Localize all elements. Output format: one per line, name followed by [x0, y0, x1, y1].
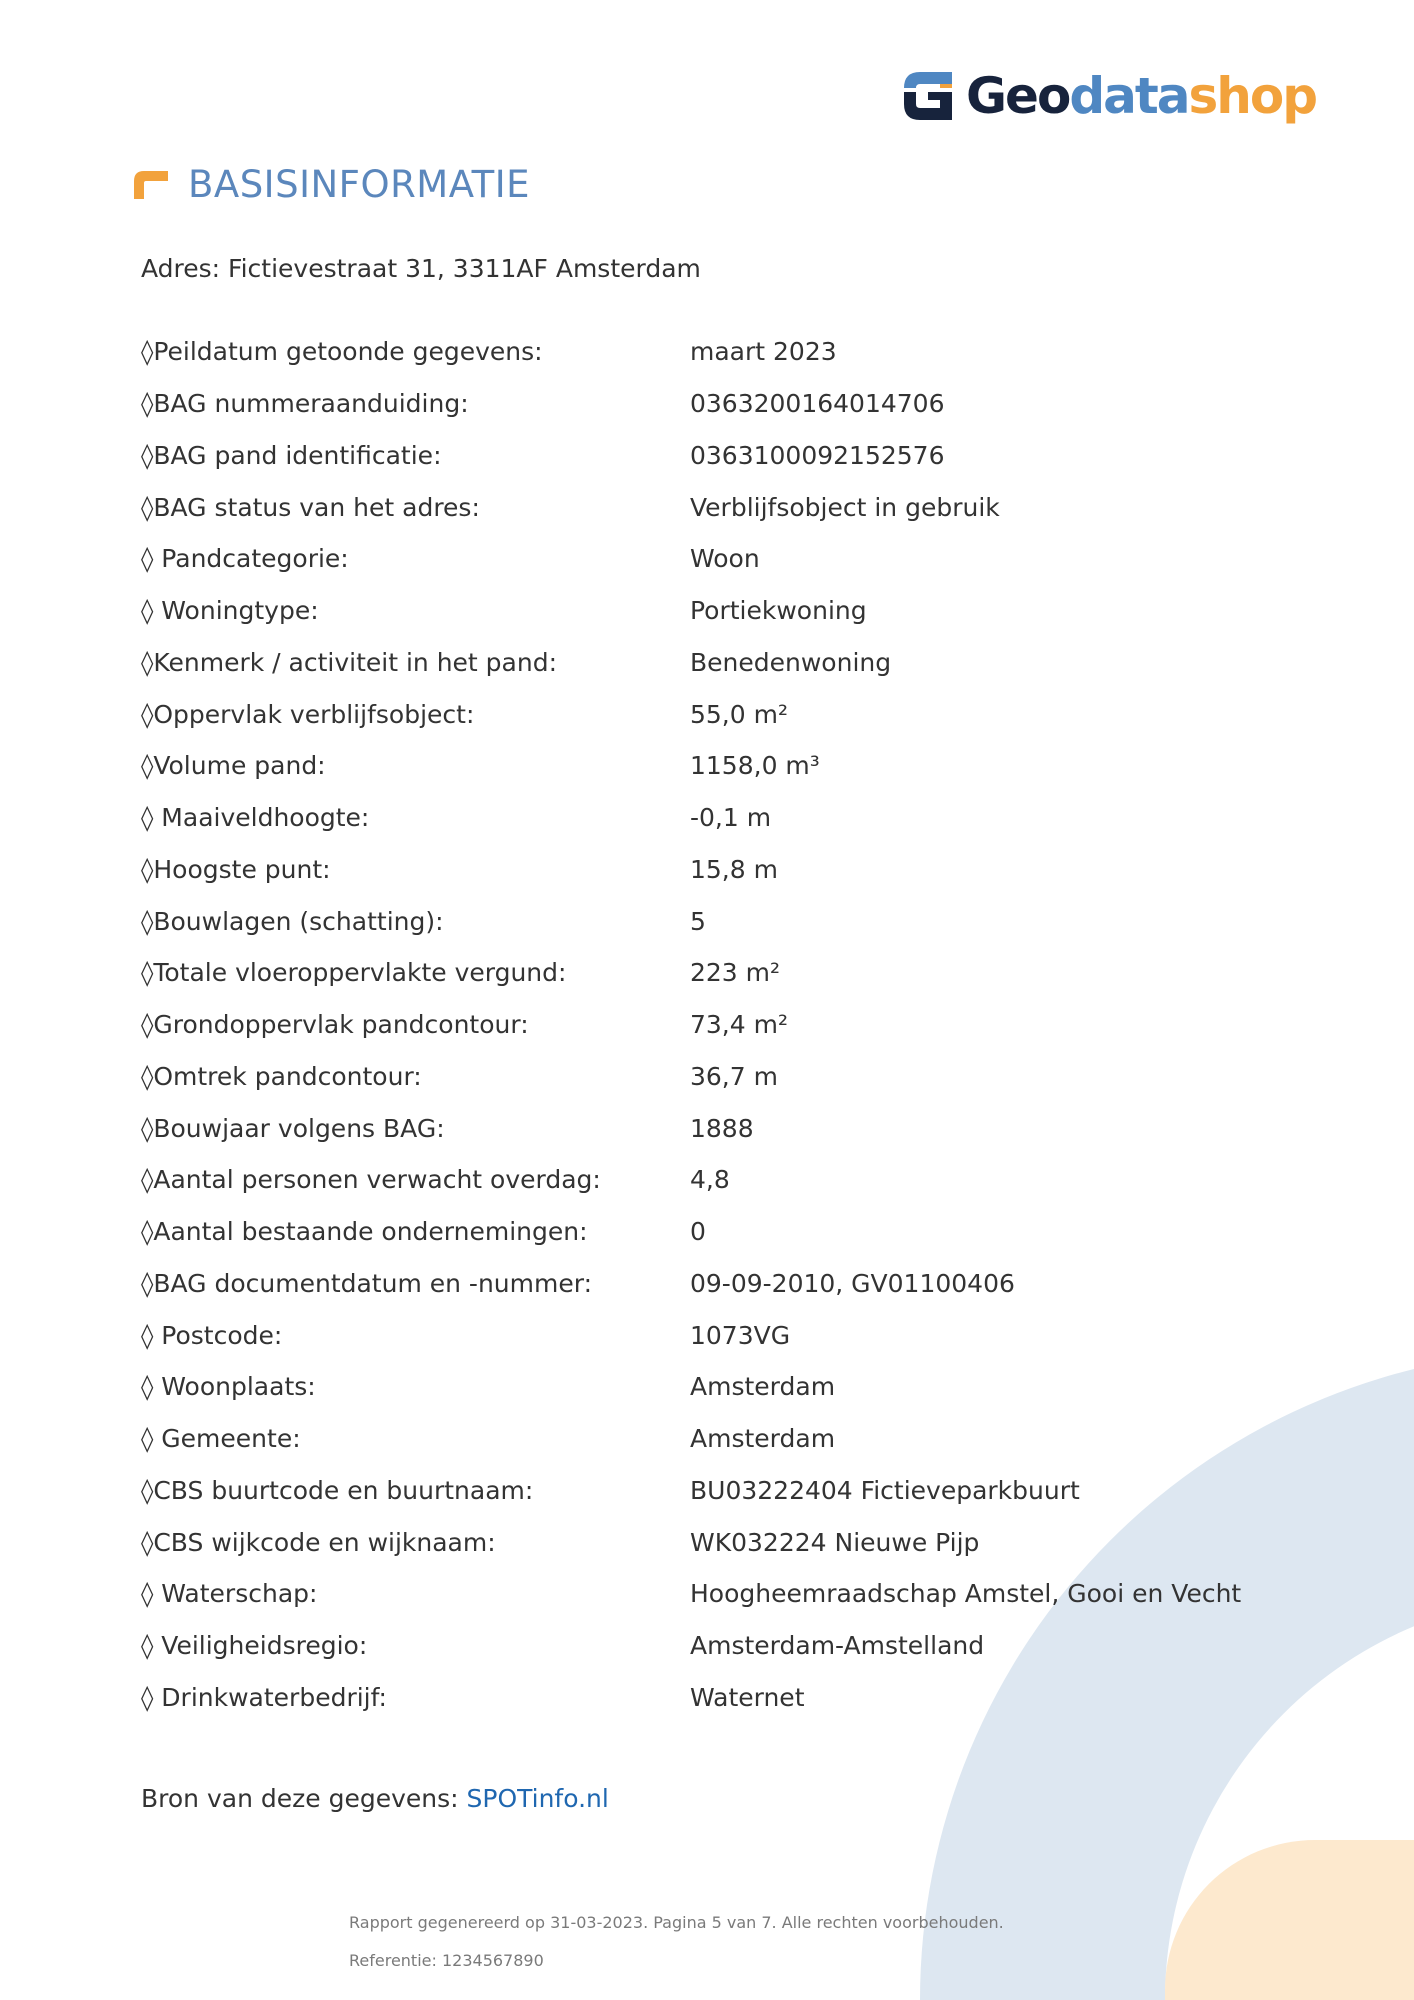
info-value: -0,1 m	[690, 803, 772, 833]
info-value: Benedenwoning	[690, 647, 892, 677]
info-value: Amsterdam	[690, 1372, 836, 1402]
info-label: ◊Kenmerk / activiteit in het pand:	[141, 647, 558, 677]
info-row	[141, 947, 1271, 999]
info-row	[141, 1154, 1271, 1206]
spotinfo-link[interactable]: SPOTinfo.nl	[466, 1784, 609, 1813]
info-label: ◊ Maaiveldhoogte:	[141, 803, 370, 833]
info-label: ◊CBS wijkcode en wijknaam:	[141, 1527, 496, 1557]
info-row	[141, 688, 1271, 740]
info-row	[141, 430, 1271, 482]
info-label: ◊ Pandcategorie:	[141, 544, 349, 574]
info-value: 0	[690, 1217, 706, 1247]
info-value: 73,4 m²	[690, 1010, 788, 1040]
info-value: 09-09-2010, GV01100406	[690, 1268, 1015, 1298]
address-line: Adres: Fictievestraat 31, 3311AF Amsterdam	[141, 254, 701, 283]
info-value: BU03222404 Fictieveparkbuurt	[690, 1475, 1080, 1505]
info-value: 1888	[690, 1113, 754, 1143]
info-label: ◊Grondoppervlak pandcontour:	[141, 1010, 529, 1040]
property-info-list	[141, 326, 1271, 1723]
info-value: WK032224 Nieuwe Pijp	[690, 1527, 980, 1557]
info-value: Portiekwoning	[690, 596, 867, 626]
info-label: ◊BAG nummeraanduiding:	[141, 389, 469, 419]
info-row	[141, 1413, 1271, 1465]
info-value: 1073VG	[690, 1320, 791, 1350]
info-value: 0363200164014706	[690, 389, 945, 419]
info-row	[141, 1465, 1271, 1517]
info-row	[141, 1516, 1271, 1568]
info-label: ◊Oppervlak verblijfsobject:	[141, 699, 475, 729]
source-prefix: Bron van deze gegevens:	[141, 1784, 467, 1813]
info-row	[141, 1206, 1271, 1258]
info-label: ◊ Woningtype:	[141, 596, 319, 626]
info-value: maart 2023	[690, 337, 837, 367]
info-row	[141, 999, 1271, 1051]
info-value: 36,7 m	[690, 1061, 778, 1091]
corner-bracket-icon	[134, 169, 170, 199]
info-value: 223 m²	[690, 958, 781, 988]
info-row	[141, 1102, 1271, 1154]
info-row	[141, 844, 1271, 896]
info-label: ◊ Postcode:	[141, 1320, 283, 1350]
info-label: ◊BAG pand identificatie:	[141, 440, 442, 470]
info-label: ◊Bouwjaar volgens BAG:	[141, 1113, 445, 1143]
info-row	[141, 792, 1271, 844]
info-value: 5	[690, 906, 706, 936]
info-label: ◊CBS buurtcode en buurtnaam:	[141, 1475, 534, 1505]
info-value: 15,8 m	[690, 854, 778, 884]
info-row	[141, 1258, 1271, 1310]
info-row	[141, 637, 1271, 689]
info-label: ◊Omtrek pandcontour:	[141, 1061, 422, 1091]
logo-text-data: data	[1069, 67, 1189, 125]
info-label: ◊Aantal personen verwacht overdag:	[141, 1165, 601, 1195]
info-value: Verblijfsobject in gebruik	[690, 492, 1000, 522]
info-row	[141, 378, 1271, 430]
info-label: ◊ Waterschap:	[141, 1579, 318, 1609]
info-label: ◊BAG documentdatum en -nummer:	[141, 1268, 592, 1298]
info-label: ◊Aantal bestaande ondernemingen:	[141, 1217, 588, 1247]
info-value: Waternet	[690, 1682, 805, 1712]
logo-text-shop: shop	[1188, 67, 1316, 125]
info-row	[141, 585, 1271, 637]
info-label: ◊Totale vloeroppervlakte vergund:	[141, 958, 567, 988]
info-row	[141, 1361, 1271, 1413]
info-label: ◊Peildatum getoonde gegevens:	[141, 337, 543, 367]
info-row	[141, 1620, 1271, 1672]
info-label: ◊Hoogste punt:	[141, 854, 331, 884]
page-title: BASISINFORMATIE	[188, 162, 531, 206]
info-label: ◊Bouwlagen (schatting):	[141, 906, 444, 936]
info-row	[141, 326, 1271, 378]
info-value: 0363100092152576	[690, 440, 945, 470]
info-row	[141, 740, 1271, 792]
info-label: ◊ Veiligheidsregio:	[141, 1631, 368, 1661]
geodatashop-logo-text	[966, 66, 1316, 126]
info-label: ◊ Drinkwaterbedrijf:	[141, 1682, 387, 1712]
logo-text-geo: Geo	[966, 67, 1070, 125]
info-row	[141, 1568, 1271, 1620]
info-label: ◊ Gemeente:	[141, 1424, 301, 1454]
section-header	[134, 160, 530, 208]
info-value: Woon	[690, 544, 760, 574]
info-row	[141, 1051, 1271, 1103]
source-line	[141, 1784, 609, 1813]
info-row	[141, 1672, 1271, 1724]
geodatashop-logo-icon	[900, 68, 956, 124]
geodatashop-logo	[900, 66, 1316, 126]
info-value: Amsterdam	[690, 1424, 836, 1454]
footer-report-note: Rapport gegenereerd op 31-03-2023. Pagina 5 van 7. Alle rechten voorbehouden.	[349, 1913, 1004, 1932]
info-value: 55,0 m²	[690, 699, 788, 729]
info-row	[141, 895, 1271, 947]
info-row	[141, 533, 1271, 585]
info-label: ◊Volume pand:	[141, 751, 326, 781]
footer-reference: Referentie: 1234567890	[349, 1951, 544, 1970]
info-value: Hoogheemraadschap Amstel, Gooi en Vecht	[690, 1579, 1242, 1609]
info-value: 4,8	[690, 1165, 730, 1195]
info-row	[141, 1309, 1271, 1361]
info-value: Amsterdam-Amstelland	[690, 1631, 985, 1661]
info-label: ◊ Woonplaats:	[141, 1372, 316, 1402]
info-value: 1158,0 m³	[690, 751, 820, 781]
page-footer	[349, 1904, 1004, 1980]
info-label: ◊BAG status van het adres:	[141, 492, 480, 522]
info-row	[141, 481, 1271, 533]
